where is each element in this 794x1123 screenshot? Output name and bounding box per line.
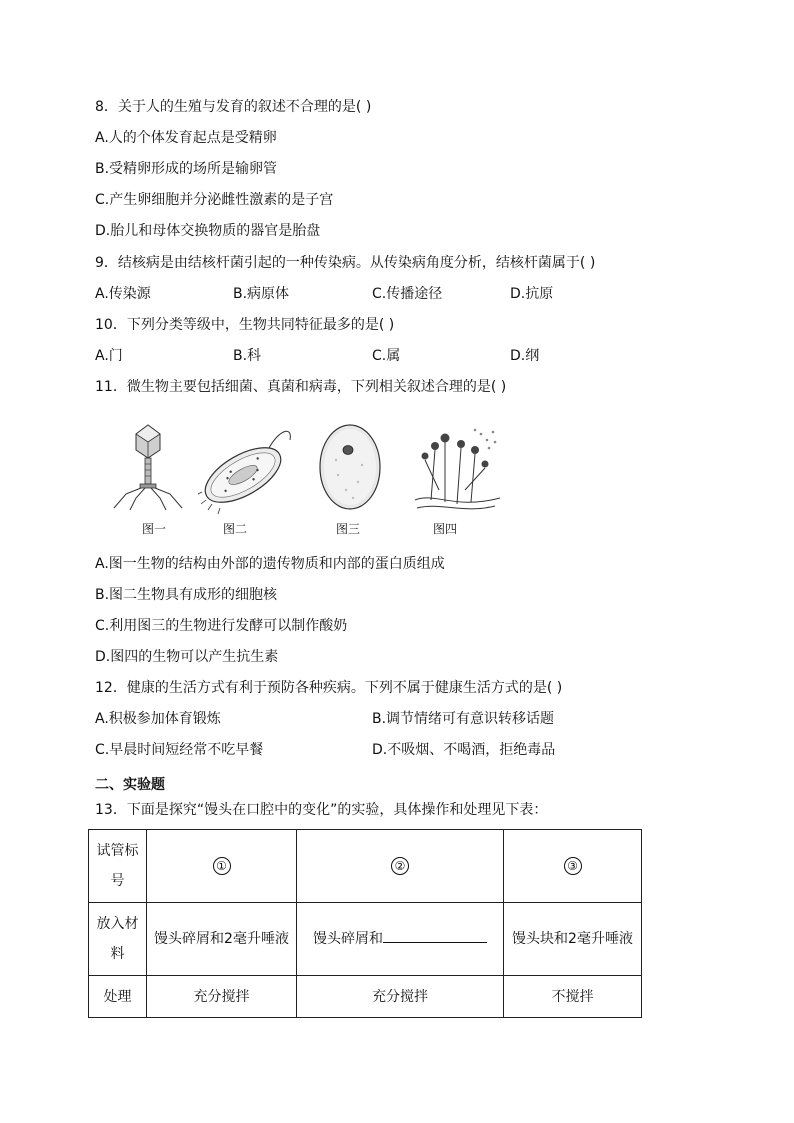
section-title: 二、实验题 bbox=[95, 777, 165, 793]
q11-option-c: C.利用图三的生物进行发酵可以制作酸奶 bbox=[95, 618, 348, 634]
figure-caption-3: 图三 bbox=[335, 522, 360, 536]
table-header-cell: ② bbox=[297, 830, 504, 903]
table-cell: 充分搅拌 bbox=[297, 976, 504, 1018]
table-row bbox=[89, 976, 642, 1018]
q10-option-d: D.纲 bbox=[510, 348, 540, 364]
q13-stem: 13．下面是探究“馒头在口腔中的变化”的实验，具体操作和处理见下表： bbox=[95, 802, 548, 818]
q9-option-a: A.传染源 bbox=[95, 286, 151, 302]
table-cell: 处理 bbox=[89, 976, 147, 1018]
q10-option-a: A.门 bbox=[95, 348, 123, 364]
bacteriophage-figure bbox=[108, 420, 188, 515]
figure-caption-4: 图四 bbox=[432, 522, 457, 536]
q11-option-b: B.图二生物具有成形的细胞核 bbox=[95, 587, 278, 603]
fill-in-prefix: 馒头碎屑和 bbox=[313, 931, 383, 947]
q8-option-c: C.产生卵细胞并分泌雌性激素的是子宫 bbox=[95, 192, 334, 208]
table-cell: 不搅拌 bbox=[504, 976, 642, 1018]
q12-option-b: B.调节情绪可有意识转移话题 bbox=[372, 711, 555, 727]
bacterium-figure bbox=[198, 420, 298, 515]
table-cell: 馒头块和2毫升唾液 bbox=[504, 903, 642, 976]
q9-option-b: B.病原体 bbox=[233, 286, 290, 302]
q11-stem: 11．微生物主要包括细菌、真菌和病毒，下列相关叙述合理的是( ) bbox=[95, 379, 507, 395]
q9-option-d: D.抗原 bbox=[510, 286, 554, 302]
fill-in-blank bbox=[383, 928, 487, 943]
q11-option-a: A.图一生物的结构由外部的遗传物质和内部的蛋白质组成 bbox=[95, 556, 445, 572]
table-cell: 放入材料 bbox=[89, 903, 147, 976]
q9-stem: 9．结核病是由结核杆菌引起的一种传染病。从传染病角度分析，结核杆菌属于( ) bbox=[95, 255, 596, 271]
q8-option-b: B.受精卵形成的场所是输卵管 bbox=[95, 161, 278, 177]
q10-option-b: B.科 bbox=[233, 348, 262, 364]
figure-caption-1: 图一 bbox=[141, 522, 166, 536]
table-cell bbox=[297, 903, 504, 976]
q10-option-c: C.属 bbox=[372, 348, 401, 364]
mold-figure bbox=[415, 420, 500, 515]
figure-caption-2: 图二 bbox=[222, 522, 247, 536]
q12-option-a: A.积极参加体育锻炼 bbox=[95, 711, 221, 727]
q8-stem: 8．关于人的生殖与发育的叙述不合理的是( ) bbox=[95, 99, 372, 115]
q10-stem: 10．下列分类等级中，生物共同特征最多的是( ) bbox=[95, 317, 395, 333]
table-cell: 充分搅拌 bbox=[147, 976, 297, 1018]
table-header-cell: 试管标号 bbox=[89, 830, 147, 903]
table-header-cell: ③ bbox=[504, 830, 642, 903]
q12-stem: 12．健康的生活方式有利于预防各种疾病。下列不属于健康生活方式的是( ) bbox=[95, 680, 563, 696]
yeast-figure bbox=[318, 420, 383, 515]
q11-option-d: D.图四的生物可以产生抗生素 bbox=[95, 649, 279, 665]
table-header-cell: ① bbox=[147, 830, 297, 903]
q9-option-c: C.传播途径 bbox=[372, 286, 443, 302]
q8-option-d: D.胎儿和母体交换物质的器官是胎盘 bbox=[95, 223, 321, 239]
experiment-table bbox=[88, 829, 642, 1018]
table-cell: 馒头碎屑和2毫升唾液 bbox=[147, 903, 297, 976]
table-row bbox=[89, 903, 642, 976]
q12-option-c: C.早晨时间短经常不吃早餐 bbox=[95, 742, 264, 758]
q12-option-d: D.不吸烟、不喝酒，拒绝毒品 bbox=[372, 742, 556, 758]
table-row bbox=[89, 830, 642, 903]
q8-option-a: A.人的个体发育起点是受精卵 bbox=[95, 130, 277, 146]
